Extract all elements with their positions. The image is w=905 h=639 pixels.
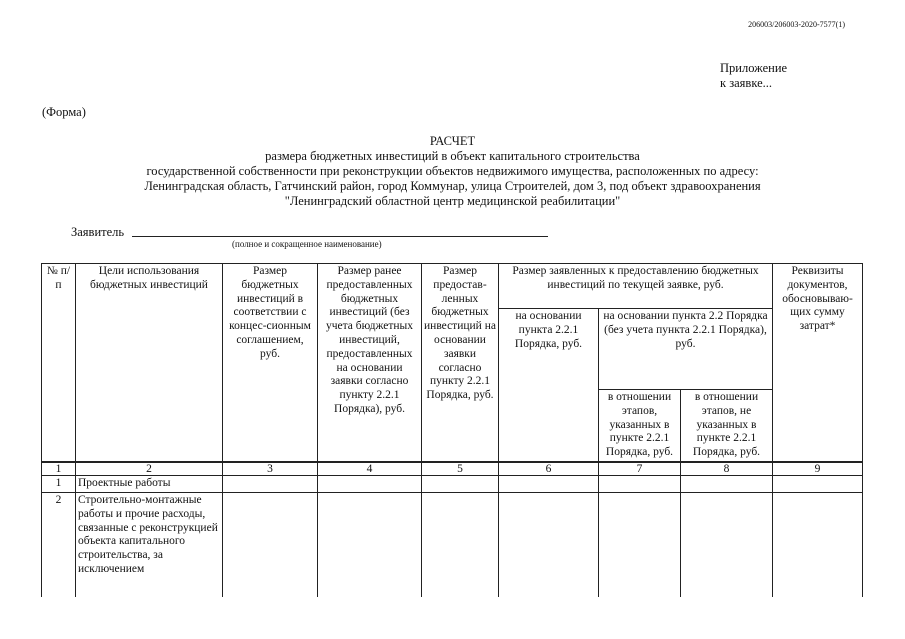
header-stages-specified: в отношении этапов, указанных в пункте 2.2.1 Порядка, руб. <box>599 390 681 462</box>
header-previous-221: Размер предостав-ленных бюджетных инвестиций на основании заявки согласно пункту 2.2.1 Порядка, руб. <box>422 264 499 463</box>
header-basis-221: на основании пункта 2.2.1 Порядка, руб. <box>499 309 599 463</box>
appendix-note <box>720 61 787 91</box>
row-goal: Проектные работы <box>76 476 223 493</box>
column-number: 8 <box>681 462 773 476</box>
title-line1: РАСЧЕТ <box>429 134 476 148</box>
row-number: 1 <box>42 476 76 493</box>
header-stages-not-specified: в отношении этапов, не указанных в пункте 2.2.1 Порядка, руб. <box>681 390 773 462</box>
row-cell[interactable] <box>223 476 318 493</box>
calculation-table <box>41 263 863 606</box>
row-cell[interactable] <box>318 493 422 606</box>
header-previous: Размер ранее предоставленных бюджетных инвестиций (без учета бюджетных инвестиций, предоставленных на основании заявки согласно пункту 2.2.1 Порядка), руб. <box>318 264 422 463</box>
row-cell[interactable] <box>773 476 863 493</box>
applicant-note: (полное и сокращенное наименование) <box>232 239 382 249</box>
row-cell[interactable] <box>422 493 499 606</box>
column-number: 6 <box>499 462 599 476</box>
applicant-label: Заявитель <box>71 225 125 239</box>
column-number: 4 <box>318 462 422 476</box>
table-row <box>42 493 863 606</box>
column-number-row <box>42 462 863 476</box>
row-cell[interactable] <box>223 493 318 606</box>
row-goal: Строительно-монтажные работы и прочие расходы, связанные с реконструкцией объекта капитального строительства, за исключением <box>76 493 223 606</box>
page-bottom-margin <box>0 597 905 639</box>
table-row <box>42 476 863 493</box>
column-number: 9 <box>773 462 863 476</box>
title-line3: государственной собственности при реконструкции объектов недвижимого имущества, расположенных по адресу: <box>146 164 759 178</box>
column-number: 1 <box>42 462 76 476</box>
title-line5: "Ленинградский областной центр медицинской реабилитации" <box>284 194 621 208</box>
header-num: № п/п <box>42 264 76 463</box>
header-concession: Размер бюджетных инвестиций в соответствии с концес-сионным соглашением, руб. <box>223 264 318 463</box>
row-cell[interactable] <box>499 476 599 493</box>
column-number: 7 <box>599 462 681 476</box>
form-label: (Форма) <box>42 105 86 119</box>
row-cell[interactable] <box>318 476 422 493</box>
row-cell[interactable] <box>773 493 863 606</box>
row-cell[interactable] <box>681 476 773 493</box>
applicant-input-line[interactable] <box>132 236 548 237</box>
header-basis-22: на основании пункта 2.2 Порядка (без учета пункта 2.2.1 Порядка), руб. <box>599 309 773 390</box>
row-cell[interactable] <box>499 493 599 606</box>
row-cell[interactable] <box>599 493 681 606</box>
column-number: 3 <box>223 462 318 476</box>
table-header-row <box>42 264 863 309</box>
row-number: 2 <box>42 493 76 606</box>
document-title <box>0 134 905 209</box>
title-line4: Ленинградская область, Гатчинский район, город Коммунар, улица Строителей, дом 3, под объект здравоохранения <box>144 179 761 193</box>
row-cell[interactable] <box>422 476 499 493</box>
column-number: 5 <box>422 462 499 476</box>
appendix-line1: Приложение <box>720 61 788 75</box>
header-goals: Цели использования бюджетных инвестиций <box>76 264 223 463</box>
row-cell[interactable] <box>599 476 681 493</box>
title-line2: размера бюджетных инвестиций в объект капитального строительства <box>265 149 640 163</box>
row-cell[interactable] <box>681 493 773 606</box>
document-number: 206003/206003-2020-7577(1) <box>748 20 845 29</box>
header-requested: Размер заявленных к предоставлению бюджетных инвестиций по текущей заявке, руб. <box>499 264 773 309</box>
header-docs: Реквизиты документов, обосновываю-щих сумму затрат* <box>773 264 863 463</box>
appendix-line2: к заявке... <box>720 76 773 90</box>
column-number: 2 <box>76 462 223 476</box>
